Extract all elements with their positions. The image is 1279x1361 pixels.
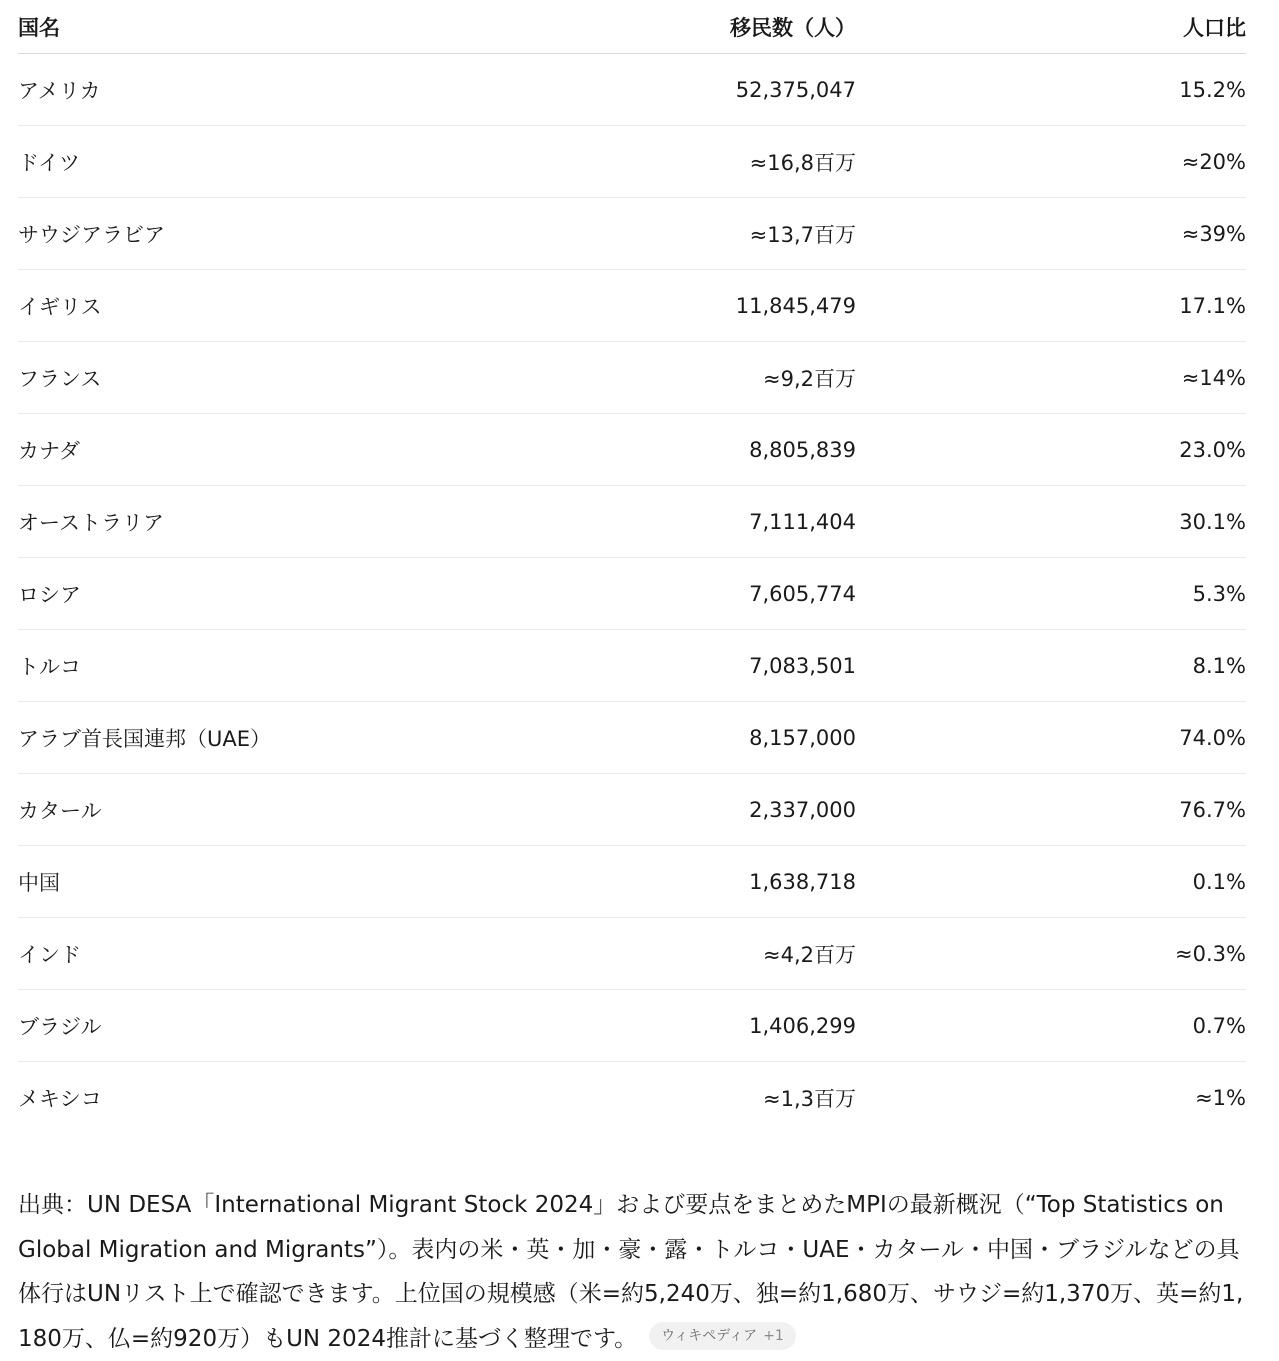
migrants-cell: 8,805,839 xyxy=(478,414,856,486)
country-cell: オーストラリア xyxy=(18,486,478,558)
table-row xyxy=(18,702,1246,774)
table-row xyxy=(18,918,1246,990)
table-row xyxy=(18,630,1246,702)
header-migrants: 移民数（人） xyxy=(478,0,856,54)
country-cell: ドイツ xyxy=(18,126,478,198)
migrants-cell: ≈16,8百万 xyxy=(478,126,856,198)
country-cell: アメリカ xyxy=(18,54,478,126)
header-row xyxy=(18,0,1246,54)
table-row xyxy=(18,990,1246,1062)
country-cell: トルコ xyxy=(18,630,478,702)
migrants-cell: 7,111,404 xyxy=(478,486,856,558)
migrants-cell: 1,638,718 xyxy=(478,846,856,918)
share-cell: 23.0% xyxy=(856,414,1246,486)
table-row xyxy=(18,54,1246,126)
migrants-cell: 1,406,299 xyxy=(478,990,856,1062)
country-cell: サウジアラビア xyxy=(18,198,478,270)
share-cell: 0.7% xyxy=(856,990,1246,1062)
table-row xyxy=(18,558,1246,630)
table-header xyxy=(18,0,1246,54)
share-cell: 15.2% xyxy=(856,54,1246,126)
share-cell: ≈14% xyxy=(856,342,1246,414)
migrants-cell: 7,083,501 xyxy=(478,630,856,702)
share-cell: 30.1% xyxy=(856,486,1246,558)
share-cell: 5.3% xyxy=(856,558,1246,630)
share-cell: ≈39% xyxy=(856,198,1246,270)
country-cell: インド xyxy=(18,918,478,990)
country-cell: ロシア xyxy=(18,558,478,630)
table-row xyxy=(18,486,1246,558)
country-cell: 中国 xyxy=(18,846,478,918)
country-cell: ブラジル xyxy=(18,990,478,1062)
header-share: 人口比 xyxy=(856,0,1246,54)
migrants-cell: 52,375,047 xyxy=(478,54,856,126)
country-cell: フランス xyxy=(18,342,478,414)
header-country: 国名 xyxy=(18,0,478,54)
migrants-cell: 2,337,000 xyxy=(478,774,856,846)
table-row xyxy=(18,414,1246,486)
table-body xyxy=(18,54,1246,1134)
citation-more: +1 xyxy=(763,1328,784,1344)
migrants-cell: 8,157,000 xyxy=(478,702,856,774)
share-cell: ≈0.3% xyxy=(856,918,1246,990)
share-cell: 17.1% xyxy=(856,270,1246,342)
country-cell: アラブ首長国連邦（UAE） xyxy=(18,702,478,774)
share-cell: 8.1% xyxy=(856,630,1246,702)
table-row xyxy=(18,846,1246,918)
citation-chip[interactable] xyxy=(649,1322,796,1350)
share-cell: 76.7% xyxy=(856,774,1246,846)
migration-table xyxy=(18,0,1246,1133)
table-row xyxy=(18,774,1246,846)
country-cell: イギリス xyxy=(18,270,478,342)
table-row xyxy=(18,1062,1246,1134)
migrants-cell: ≈4,2百万 xyxy=(478,918,856,990)
migrants-cell: ≈9,2百万 xyxy=(478,342,856,414)
migrants-cell: ≈13,7百万 xyxy=(478,198,856,270)
table-row xyxy=(18,126,1246,198)
migrants-cell: 7,605,774 xyxy=(478,558,856,630)
table-row xyxy=(18,270,1246,342)
citation-label: ウィキペディア xyxy=(661,1328,758,1344)
country-cell: カタール xyxy=(18,774,478,846)
migrants-cell: ≈1,3百万 xyxy=(763,1086,856,1111)
table-row xyxy=(18,198,1246,270)
share-cell: ≈1% xyxy=(1195,1085,1246,1110)
source-text: 出典：UN DESA「International Migrant Stock 2024」および要点をまとめたMPIの最新概況（“Top Statistics on Global Migration and Migrants”）。表内の米・英・加・豪・露・トルコ・UAE・カタール・中国・ブラジルなどの具体行はUNリスト上で確認できます。上位国の規模感（米=約5,240万、独=約1,680万、サウジ=約1,370万、英=約1,180万、仏=約920万）もUN 2024推計に基づく整理です。 xyxy=(18,1192,1244,1352)
share-cell: ≈20% xyxy=(856,126,1246,198)
share-cell: 74.0% xyxy=(856,702,1246,774)
table-row xyxy=(18,342,1246,414)
country-cell: メキシコ xyxy=(18,1086,102,1111)
source-note xyxy=(18,1183,1246,1361)
migrants-cell: 11,845,479 xyxy=(478,270,856,342)
share-cell: 0.1% xyxy=(856,846,1246,918)
country-cell: カナダ xyxy=(18,414,478,486)
